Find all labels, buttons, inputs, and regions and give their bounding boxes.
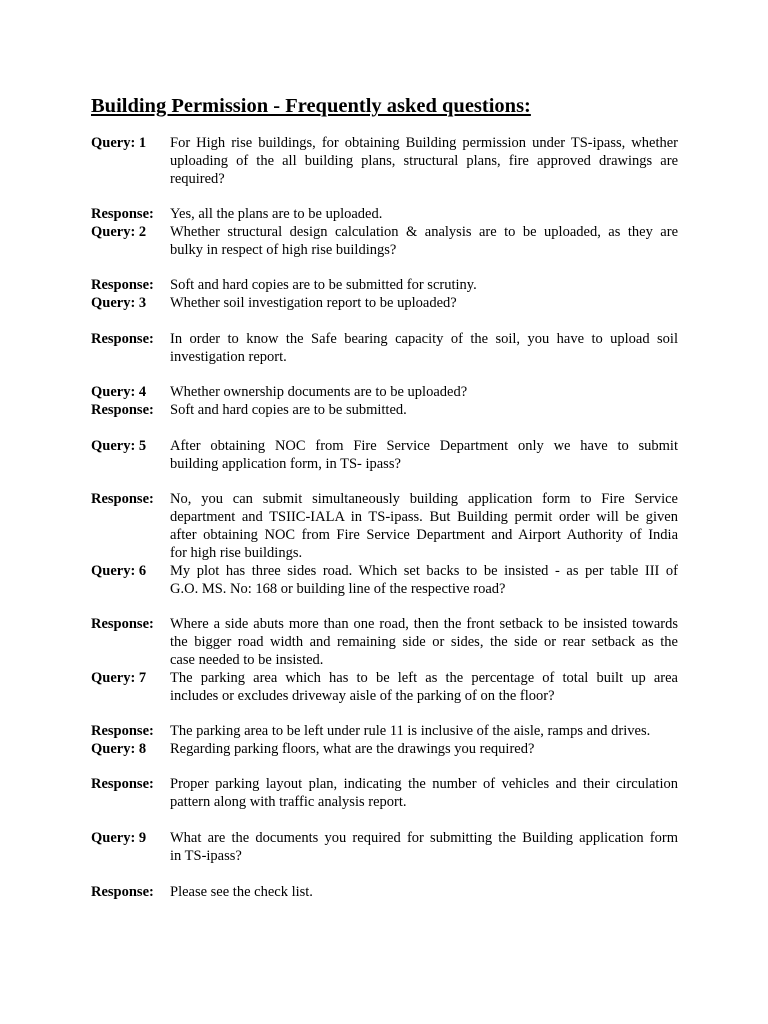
text-line: department and TSIIC-IALA in TS-ipass. But Building permit order will be given xyxy=(170,509,678,525)
entry-text xyxy=(170,740,678,758)
entry-text xyxy=(170,383,678,401)
entry-label: Response: xyxy=(91,491,154,507)
text-line: After obtaining NOC from Fire Service Department only we have to submit xyxy=(170,438,678,454)
text-line: My plot has three sides road. Which set backs to be insisted - as per table III of xyxy=(170,563,678,579)
entry-label: Query: 5 xyxy=(91,438,147,454)
text-line: includes or excludes driveway aisle of the parking of on the floor? xyxy=(170,688,555,704)
entry-text xyxy=(170,615,678,669)
entry-label: Response: xyxy=(91,402,154,418)
text-line: pattern along with traffic analysis report. xyxy=(170,794,407,810)
text-line: Soft and hard copies are to be submitted for scrutiny. xyxy=(170,277,477,293)
text-line: Where a side abuts more than one road, then the front setback to be insisted towards xyxy=(170,616,678,632)
entry-text xyxy=(170,223,678,259)
entry-text xyxy=(170,276,678,294)
entry-text xyxy=(170,205,678,223)
entry-text xyxy=(170,829,678,865)
entry-text xyxy=(170,562,678,598)
entry-label: Query: 7 xyxy=(91,670,147,686)
text-line: required? xyxy=(170,171,225,187)
text-line: investigation report. xyxy=(170,349,287,365)
entry-label: Query: 2 xyxy=(91,224,147,240)
text-line: bulky in respect of high rise buildings? xyxy=(170,242,397,258)
entry-text xyxy=(170,722,678,740)
text-line: G.O. MS. No: 168 or building line of the respective road? xyxy=(170,581,506,597)
entry-label: Response: xyxy=(91,723,154,739)
text-line: In order to know the Safe bearing capacity of the soil, you have to upload soil xyxy=(170,331,678,347)
text-line: case needed to be insisted. xyxy=(170,652,324,668)
text-line: Whether ownership documents are to be uploaded? xyxy=(170,384,468,400)
text-line: For High rise buildings, for obtaining Building permission under TS-ipass, whether xyxy=(170,135,678,151)
entry-text xyxy=(170,437,678,473)
text-line: Whether structural design calculation & analysis are to be uploaded, as they are xyxy=(170,224,678,240)
entry-text xyxy=(170,330,678,366)
entry-label: Query: 4 xyxy=(91,384,147,400)
text-line: No, you can submit simultaneously building application form to Fire Service xyxy=(170,491,678,507)
text-line: Whether soil investigation report to be uploaded? xyxy=(170,295,457,311)
entry-text xyxy=(170,134,678,188)
entry-text xyxy=(170,669,678,705)
entry-label: Query: 3 xyxy=(91,295,147,311)
text-line: The parking area to be left under rule 11 is inclusive of the aisle, ramps and drives. xyxy=(170,723,651,739)
entry-label: Query: 6 xyxy=(91,563,147,579)
entry-text xyxy=(170,775,678,811)
entry-label: Query: 8 xyxy=(91,741,147,757)
text-line: Please see the check list. xyxy=(170,884,313,900)
entry-label: Response: xyxy=(91,277,154,293)
entry-text xyxy=(170,490,678,562)
text-line: for high rise buildings. xyxy=(170,545,303,561)
text-line: What are the documents you required for submitting the Building application form xyxy=(170,830,678,846)
text-line: in TS-ipass? xyxy=(170,848,242,864)
text-line: building application form, in TS- ipass? xyxy=(170,456,401,472)
entry-label: Query: 1 xyxy=(91,135,147,151)
entry-label: Response: xyxy=(91,206,154,222)
text-line: Proper parking layout plan, indicating the number of vehicles and their circulation xyxy=(170,776,678,792)
page-title: Building Permission - Frequently asked questions: xyxy=(91,95,531,117)
entry-text xyxy=(170,294,678,312)
entry-text xyxy=(170,883,678,901)
text-line: The parking area which has to be left as the percentage of total built up area xyxy=(170,670,678,686)
text-line: after obtaining NOC from Fire Service Department and Airport Authority of India xyxy=(170,527,678,543)
entry-label: Response: xyxy=(91,331,154,347)
entry-text xyxy=(170,401,678,419)
text-line: the bigger road width and remaining side or sides, the side or rear setback as the xyxy=(170,634,678,650)
entry-label: Response: xyxy=(91,616,154,632)
text-line: Regarding parking floors, what are the drawings you required? xyxy=(170,741,535,757)
entry-label: Response: xyxy=(91,776,154,792)
entry-label: Response: xyxy=(91,884,154,900)
text-line: uploading of the all building plans, structural plans, fire approved drawings are xyxy=(170,153,678,169)
text-line: Soft and hard copies are to be submitted. xyxy=(170,402,407,418)
entry-label: Query: 9 xyxy=(91,830,147,846)
text-line: Yes, all the plans are to be uploaded. xyxy=(170,206,383,222)
